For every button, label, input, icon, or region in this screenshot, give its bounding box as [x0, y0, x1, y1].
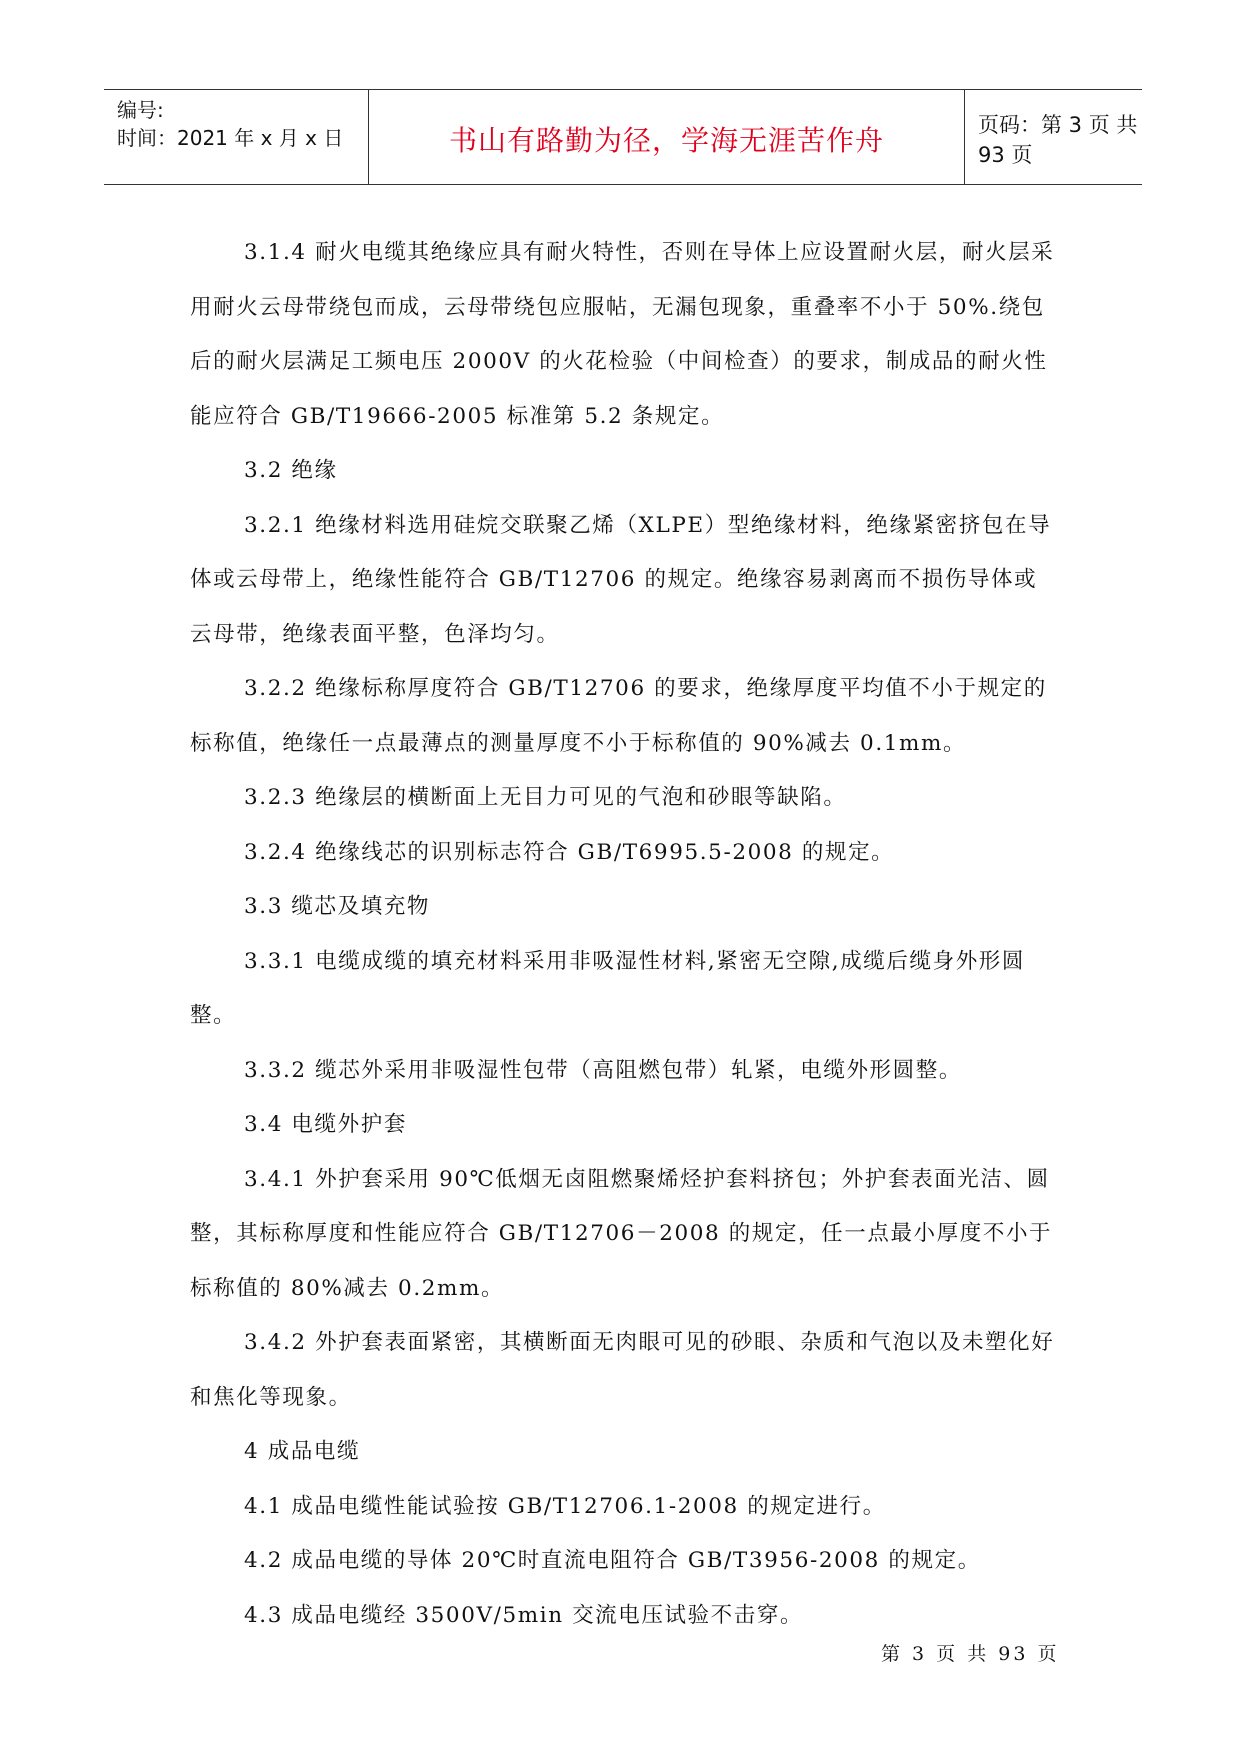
paragraph-4-1: 4.1 成品电缆性能试验按 GB/T12706.1-2008 的规定进行。 [244, 1493, 886, 1519]
heading-3-3: 3.3 缆芯及填充物 [244, 894, 431, 919]
paragraph-3-2-2: 3.2.2 绝缘标称厚度符合 GB/T12706 的要求，绝缘厚度平均值不小于规定的标称值，绝缘任一点最薄点的测量厚度不小于标称值的 90%减去 0.1mm。 [190, 676, 1047, 756]
paragraph-3-4-2: 3.4.2 外护套表面紧密，其横断面无肉眼可见的砂眼、杂质和气泡以及未塑化好和焦化等现象。 [190, 1330, 1055, 1410]
document-body [190, 226, 1060, 1643]
paragraph-3-2-3: 3.2.3 绝缘层的横断面上无目力可见的气泡和砂眼等缺陷。 [244, 785, 847, 810]
paragraph-4-2: 4.2 成品电缆的导体 20℃时直流电阻符合 GB/T3956-2008 的规定。 [244, 1548, 981, 1573]
document-time-label: 时间：2021 年 x 月 x 日 [117, 126, 344, 150]
paragraph-3-3-1: 3.3.1 电缆成缆的填充材料采用非吸湿性材料,紧密无空隙,成缆后缆身外形圆整。 [190, 948, 1026, 1028]
heading-3-4: 3.4 电缆外护套 [244, 1112, 407, 1137]
paragraph-3-2-4: 3.2.4 绝缘线芯的识别标志符合 GB/T6995.5-2008 的规定。 [244, 839, 895, 865]
paragraph-3-3-2: 3.3.2 缆芯外采用非吸湿性包带（高阻燃包带）轧紧，电缆外形圆整。 [244, 1057, 962, 1083]
heading-4: 4 成品电缆 [244, 1439, 361, 1464]
header-motto-cell [369, 90, 965, 184]
header-motto: 书山有路勤为径，学海无涯苦作舟 [448, 124, 884, 157]
page-footer: 第 3 页 共 93 页 [881, 1643, 1060, 1665]
heading-3-2: 3.2 绝缘 [244, 458, 338, 483]
paragraph-3-1-4: 3.1.4 耐火电缆其绝缘应具有耐火特性，否则在导体上应设置耐火层，耐火层采用耐火云母带绕包而成，云母带绕包应服帖，无漏包现象，重叠率不小于 50%.绕包后的耐火层满足工频电压 2000V 的火花检验（中间检查）的要求，制成品的耐火性能应符合 GB/T19666-2005 标准第 5.2 条规定。 [190, 240, 1055, 429]
paragraph-3-2-1: 3.2.1 绝缘材料选用硅烷交联聚乙烯（XLPE）型绝缘材料，绝缘紧密挤包在导体或云母带上，绝缘性能符合 GB/T12706 的规定。绝缘容易剥离而不损伤导体或云母带，绝缘表面平整，色泽均匀。 [190, 512, 1052, 647]
paragraph-4-3: 4.3 成品电缆经 3500V/5min 交流电压试验不击穿。 [244, 1602, 804, 1628]
document-number-label: 编号: [117, 98, 164, 122]
header-page-cell [965, 90, 1142, 184]
header-info-cell [104, 90, 369, 184]
paragraph-3-4-1: 3.4.1 外护套采用 90℃低烟无卤阻燃聚烯烃护套料挤包；外护套表面光洁、圆整，其标称厚度和性能应符合 GB/T12706－2008 的规定，任一点最小厚度不小于标称值的 80%减去 0.2mm。 [190, 1166, 1053, 1301]
page-header [104, 89, 1142, 185]
header-page-number: 页码：第 3 页 共 93 页 [978, 112, 1138, 167]
